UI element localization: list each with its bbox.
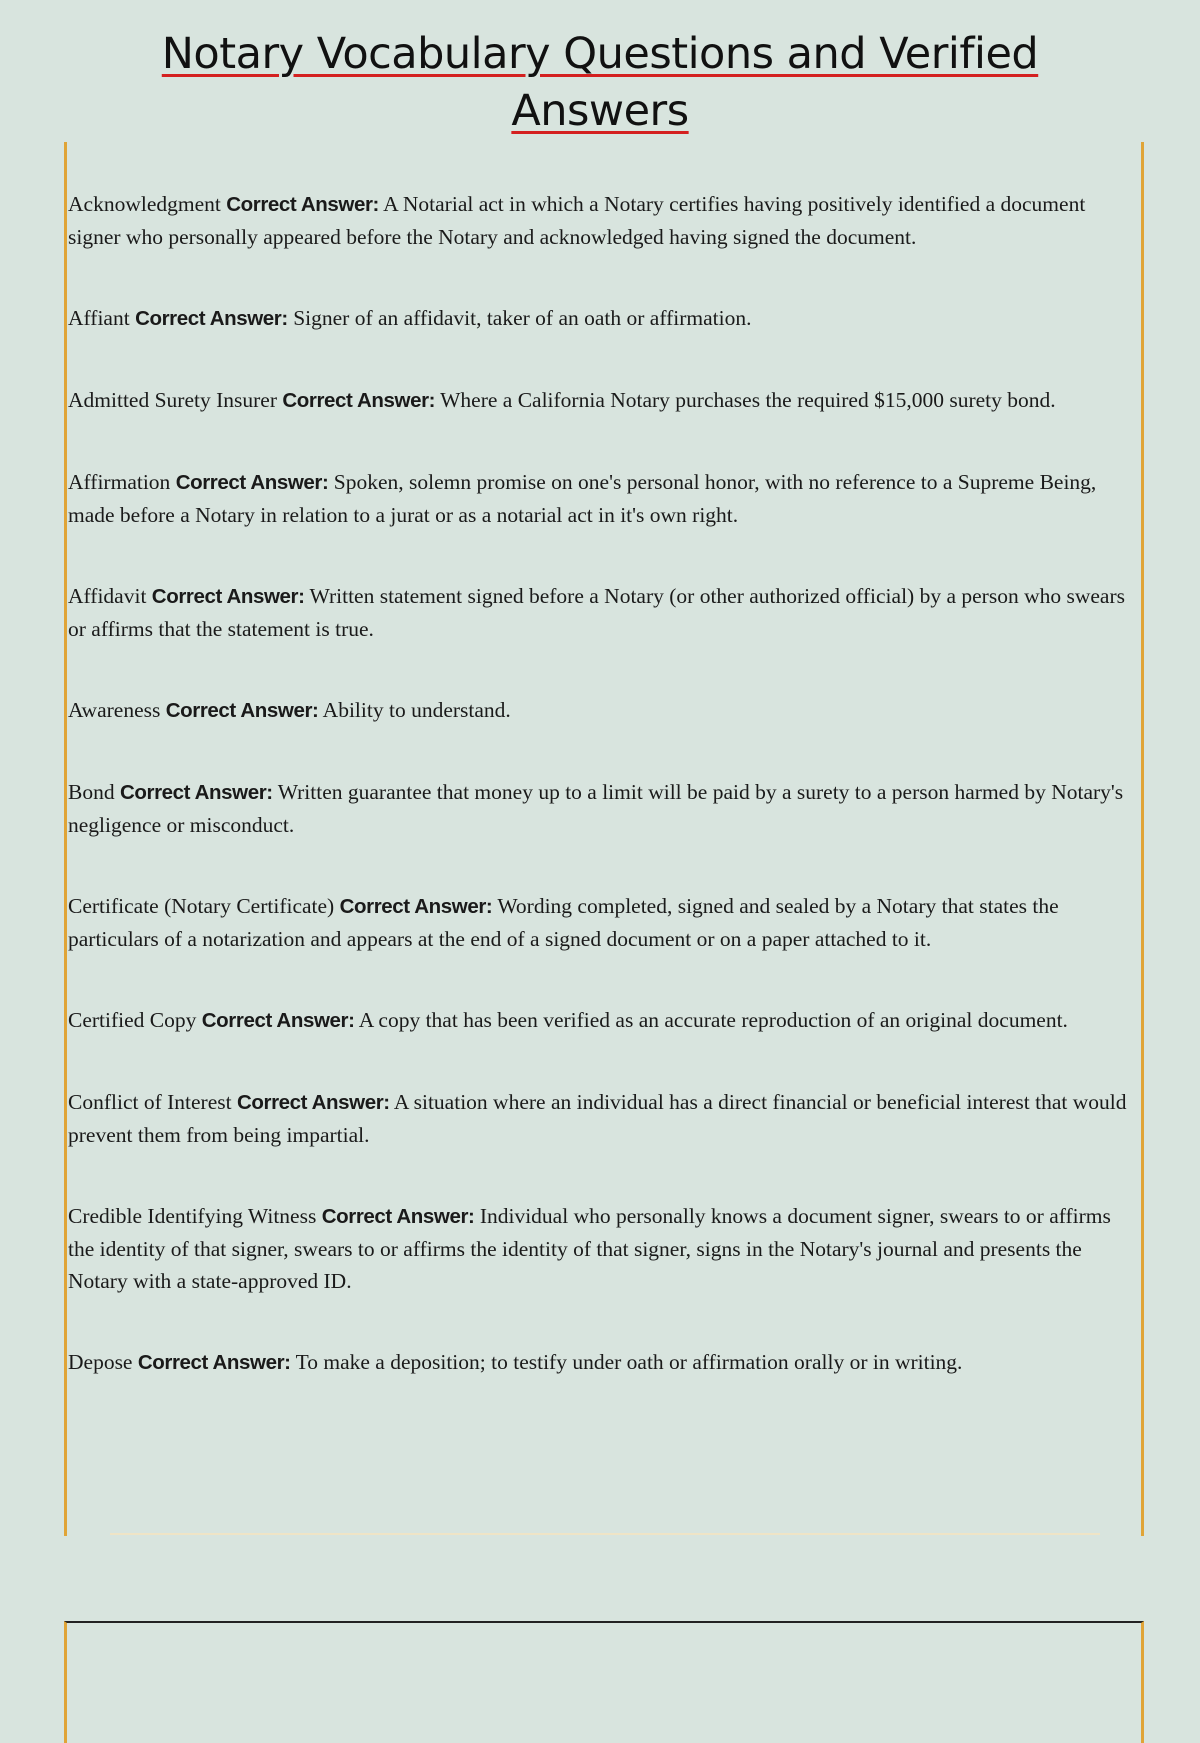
vocab-term: Admitted Surety Insurer <box>68 388 277 412</box>
vocab-definition: Wording completed, signed and sealed by a Notary that states the particulars of a notarization and appears at the end of a signed document or on a paper attached to it. <box>68 894 1059 951</box>
next-page-frame <box>64 1621 1144 1743</box>
vocab-definition: Written guarantee that money up to a limit will be paid by a surety to a person harmed by Notary's negligence or misconduct. <box>68 780 1124 837</box>
vocab-definition: A copy that has been verified as an accurate reproduction of an original document. <box>358 1008 1068 1032</box>
vocab-definition: Signer of an affidavit, taker of an oath or affirmation. <box>293 306 752 330</box>
vocab-term: Conflict of Interest <box>68 1090 232 1114</box>
vocab-definition: To make a deposition; to testify under oath or affirmation orally or in writing. <box>295 1350 963 1374</box>
answer-label: Correct Answer: <box>135 307 288 330</box>
vocab-entry <box>68 890 1134 955</box>
vocab-term: Certified Copy <box>68 1008 197 1032</box>
vocab-term: Certificate (Notary Certificate) <box>68 894 335 918</box>
vocab-entry <box>68 466 1134 531</box>
frame-divider <box>110 1533 1100 1535</box>
vocab-term: Affirmation <box>68 470 171 494</box>
vocab-entry <box>68 776 1134 841</box>
title-line-1: Notary Vocabulary Questions and Verified <box>161 29 1039 79</box>
vocab-entry <box>68 1200 1134 1297</box>
vocab-definition: Written statement signed before a Notary (or other authorized official) by a person who swears or affirms that the statement is true. <box>68 584 1125 641</box>
page-title <box>100 26 1100 140</box>
answer-label: Correct Answer: <box>201 1009 355 1032</box>
vocab-definition: A situation where an individual has a direct financial or beneficial interest that would prevent them from being impartial. <box>68 1090 1127 1147</box>
answer-label: Correct Answer: <box>282 389 436 412</box>
vocabulary-list <box>68 188 1134 1428</box>
vocab-term: Awareness <box>68 698 161 722</box>
vocab-term: Bond <box>68 780 115 804</box>
title-line-2: Answers <box>511 86 689 136</box>
vocab-term: Depose <box>68 1350 133 1374</box>
vocab-term: Affidavit <box>68 584 147 608</box>
answer-label: Correct Answer: <box>137 1351 291 1374</box>
vocab-definition: Individual who personally knows a document signer, swears to or affirms the identity of that signer, swears to or affirms the identity of that signer, signs in the Notary's journal and presents the Notary with a state-approved ID. <box>68 1204 1111 1293</box>
answer-label: Correct Answer: <box>151 585 305 608</box>
vocab-entry <box>68 1004 1134 1037</box>
answer-label: Correct Answer: <box>226 193 379 216</box>
vocab-definition: Where a California Notary purchases the required $15,000 surety bond. <box>440 388 1056 412</box>
vocab-entry <box>68 1086 1134 1151</box>
answer-label: Correct Answer: <box>165 699 319 722</box>
answer-label: Correct Answer: <box>175 471 329 494</box>
vocab-term: Acknowledgment <box>68 192 221 216</box>
vocab-entry <box>68 302 1134 335</box>
vocab-entry <box>68 384 1134 417</box>
vocab-entry <box>68 188 1134 253</box>
answer-label: Correct Answer: <box>236 1091 390 1114</box>
vocab-definition: Spoken, solemn promise on one's personal honor, with no reference to a Supreme Being, made before a Notary in relation to a jurat or as a notarial act in it's own right. <box>68 470 1097 527</box>
answer-label: Correct Answer: <box>321 1205 475 1228</box>
vocab-term: Credible Identifying Witness <box>68 1204 317 1228</box>
vocab-term: Affiant <box>68 306 130 330</box>
answer-label: Correct Answer: <box>119 781 273 804</box>
answer-label: Correct Answer: <box>339 895 493 918</box>
vocab-definition: A Notarial act in which a Notary certifies having positively identified a document signer who personally appeared before the Notary and acknowledged having signed the document. <box>68 192 1086 249</box>
vocab-entry <box>68 580 1134 645</box>
vocab-entry <box>68 694 1134 727</box>
vocab-definition: Ability to understand. <box>322 698 511 722</box>
vocab-entry <box>68 1346 1134 1379</box>
